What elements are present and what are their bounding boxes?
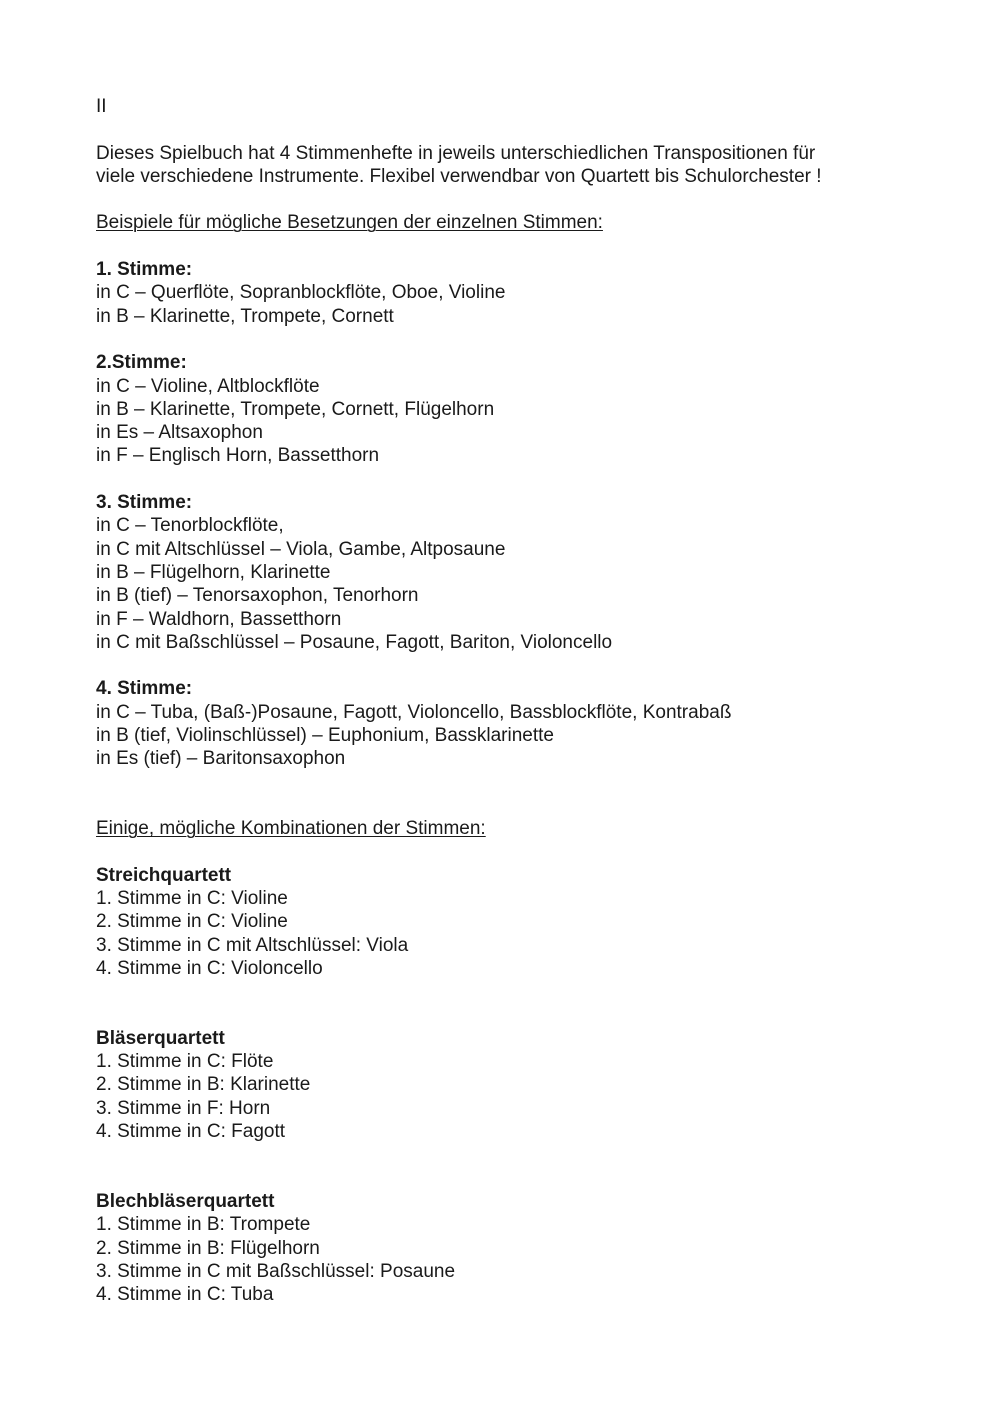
group-line: 4. Stimme in C: Tuba xyxy=(96,1284,274,1306)
group-line: 4. Stimme in C: Violoncello xyxy=(96,957,323,979)
voice-line: in C – Tuba, (Baß-)Posaune, Fagott, Violoncello, Bassblockflöte, Kontrabaß xyxy=(96,701,732,723)
examples-heading: Beispiele für mögliche Besetzungen der einzelnen Stimmen: xyxy=(96,212,603,234)
group-line: 1. Stimme in C: Violine xyxy=(96,888,288,910)
combinations-heading: Einige, mögliche Kombinationen der Stimmen: xyxy=(96,818,486,840)
voice-line: in Es (tief) – Baritonsaxophon xyxy=(96,748,346,770)
group-title: Blechbläserquartett xyxy=(96,1190,275,1212)
voice-line: in C mit Baßschlüssel – Posaune, Fagott, Bariton, Violoncello xyxy=(96,631,613,653)
voice-line: in C – Violine, Altblockflöte xyxy=(96,375,320,397)
voice-line: in C mit Altschlüssel – Viola, Gambe, Altposaune xyxy=(96,538,506,560)
group-title: Bläserquartett xyxy=(96,1027,225,1049)
voice-line: in B (tief) – Tenorsaxophon, Tenorhorn xyxy=(96,585,419,607)
group-line: 3. Stimme in F: Horn xyxy=(96,1097,271,1119)
intro-line: viele verschiedene Instrumente. Flexibel verwendbar von Quartett bis Schulorchester ! xyxy=(96,165,822,187)
page-marker: II xyxy=(96,96,107,117)
document-page xyxy=(96,95,956,1306)
voice-line: in F – Englisch Horn, Bassetthorn xyxy=(96,445,380,467)
group-line: 2. Stimme in B: Klarinette xyxy=(96,1074,311,1096)
voice-title: 4. Stimme: xyxy=(96,678,193,700)
voice-title: 2.Stimme: xyxy=(96,352,187,374)
voice-line: in B (tief, Violinschlüssel) – Euphonium, Bassklarinette xyxy=(96,725,554,747)
voice-line: in C – Tenorblockflöte, xyxy=(96,515,284,537)
voice-line: in Es – Altsaxophon xyxy=(96,422,263,444)
voice-line: in C – Querflöte, Sopranblockflöte, Oboe, Violine xyxy=(96,282,506,304)
intro-line: Dieses Spielbuch hat 4 Stimmenhefte in jeweils unterschiedlichen Transpositionen für xyxy=(96,142,816,164)
group-line: 3. Stimme in C mit Baßschlüssel: Posaune xyxy=(96,1260,456,1282)
voice-line: in B – Klarinette, Trompete, Cornett xyxy=(96,305,394,327)
group-title: Streichquartett xyxy=(96,864,232,886)
group-line: 2. Stimme in B: Flügelhorn xyxy=(96,1237,320,1259)
voice-line: in F – Waldhorn, Bassetthorn xyxy=(96,608,342,630)
voice-title: 1. Stimme: xyxy=(96,259,193,281)
group-line: 4. Stimme in C: Fagott xyxy=(96,1121,286,1143)
voice-title: 3. Stimme: xyxy=(96,492,193,514)
voice-line: in B – Klarinette, Trompete, Cornett, Flügelhorn xyxy=(96,398,495,420)
group-line: 3. Stimme in C mit Altschlüssel: Viola xyxy=(96,934,409,956)
voice-line: in B – Flügelhorn, Klarinette xyxy=(96,561,331,583)
group-line: 2. Stimme in C: Violine xyxy=(96,911,288,933)
group-line: 1. Stimme in B: Trompete xyxy=(96,1214,311,1236)
group-line: 1. Stimme in C: Flöte xyxy=(96,1051,274,1073)
